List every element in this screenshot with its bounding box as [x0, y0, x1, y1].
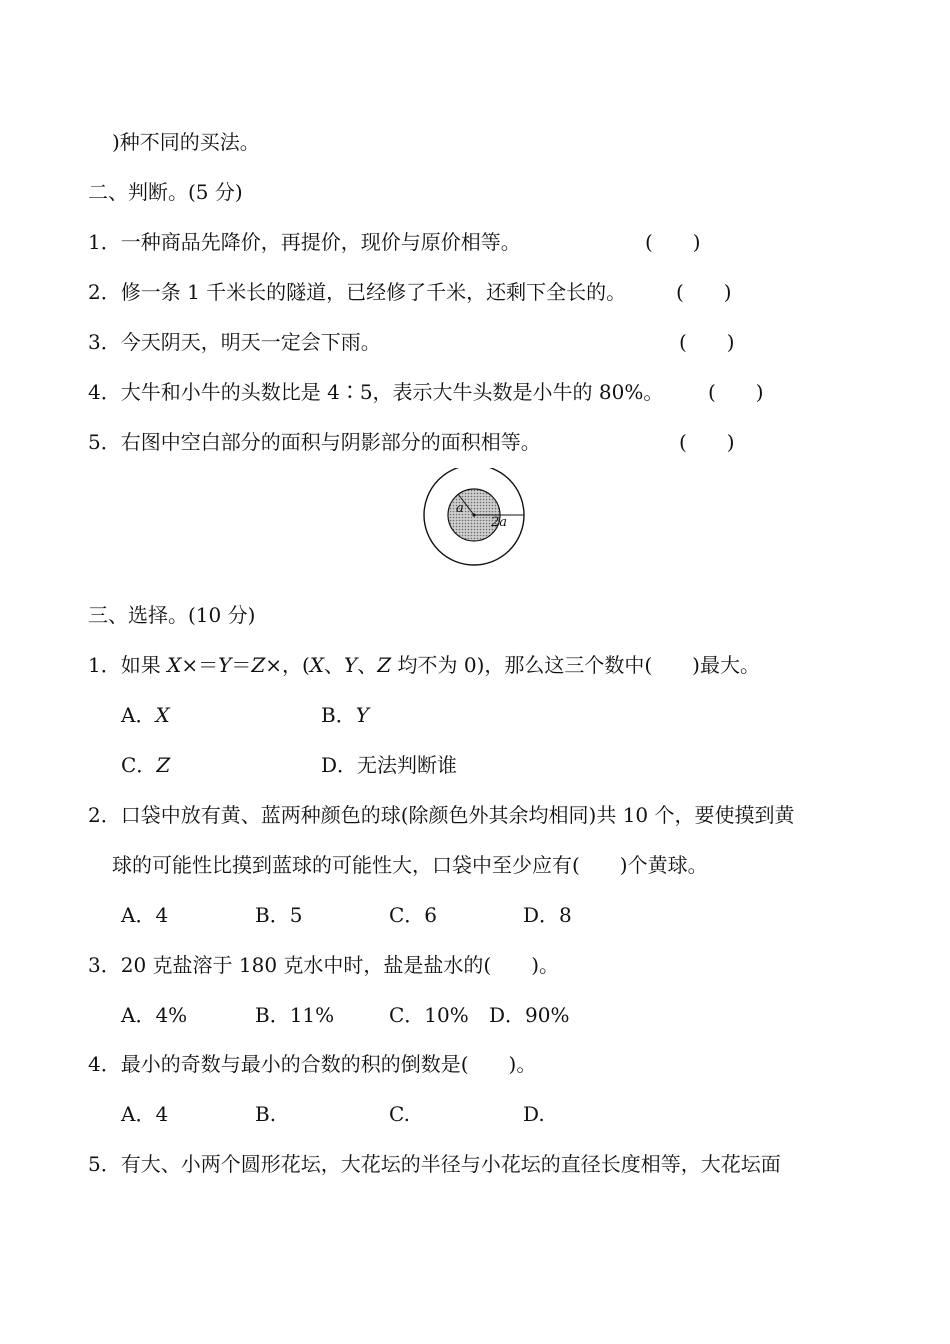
q3-option-a: A．4% [121, 1003, 188, 1027]
item-number: 3． [88, 953, 121, 977]
q3-option-d: D．90% [489, 1003, 570, 1027]
item-text: 大牛和小牛的头数比是 4∶5，表示大牛头数是小牛的 80%。 [120, 380, 664, 404]
item-number: 1． [88, 230, 121, 254]
q4-option-b: B. [255, 1102, 277, 1126]
q1-option-d: D．无法判断谁 [321, 753, 458, 777]
var-z: Z [251, 653, 266, 677]
item-text: 一种商品先降价，再提价，现价与原价相等。 [120, 230, 521, 254]
item-number: 5． [88, 430, 121, 454]
choice-q2-line1 [88, 801, 795, 829]
var-x: X [309, 653, 325, 677]
item-number: 4． [88, 1052, 121, 1076]
q5-text: 有大、小两个圆形花坛，大花坛的半径与小花坛的直径长度相等，大花坛面 [120, 1152, 781, 1176]
item-number: 1． [88, 653, 121, 677]
q1-option-b [321, 701, 369, 729]
inner-radius-label: a [456, 501, 464, 516]
q1-option-a [121, 701, 170, 729]
option-label: C． [121, 753, 157, 777]
option-label: A． [121, 703, 156, 727]
q1-option-c [121, 751, 170, 779]
concentric-circles-figure [422, 468, 530, 568]
choice-q3 [88, 951, 559, 979]
option-var: Y [355, 703, 369, 727]
judge-item-3 [88, 328, 381, 356]
judge-item-1 [88, 228, 521, 256]
q4-option-d: D. [523, 1102, 545, 1126]
item-text: 右图中空白部分的面积与阴影部分的面积相等。 [120, 430, 541, 454]
q4-option-c: C. [389, 1102, 410, 1126]
q4-option-a: A．4 [121, 1102, 169, 1126]
q1-text-part: ×，( [265, 653, 310, 677]
q2-text: 口袋中放有黄、蓝两种颜色的球(除颜色外其余均相同)共 10 个，要使摸到黄 [120, 803, 795, 827]
section2-title: 二、判断。(5 分) [88, 180, 243, 204]
q1-text-part: 均不为 0)，那么这三个数中( )最大。 [391, 653, 760, 677]
var-y: Y [344, 653, 358, 677]
q2-option-c: C．6 [389, 903, 438, 927]
judge-item-2 [88, 278, 626, 306]
var-y: Y [218, 653, 232, 677]
option-var: X [155, 703, 170, 727]
var-z: Z [377, 653, 392, 677]
answer-paren: ( ) [708, 380, 764, 404]
item-number: 3． [88, 330, 121, 354]
q4-text: 最小的奇数与最小的合数的积的倒数是( )。 [120, 1052, 537, 1076]
option-var: Z [156, 753, 171, 777]
choice-q1 [88, 651, 760, 679]
choice-q2-line2: 球的可能性比摸到蓝球的可能性大，口袋中至少应有( )个黄球。 [112, 853, 708, 877]
center-dot [472, 513, 475, 516]
q3-option-c: C．10% [389, 1003, 469, 1027]
item-number: 4． [88, 380, 121, 404]
answer-paren: ( ) [679, 330, 735, 354]
q1-text-part: 如果 [120, 653, 168, 677]
item-number: 2． [88, 803, 121, 827]
item-number: 5． [88, 1152, 121, 1176]
q1-text-part: 、 [357, 653, 378, 677]
q3-text: 20 克盐溶于 180 克水中时，盐是盐水的( )。 [120, 953, 560, 977]
item-text: 今天阴天，明天一定会下雨。 [120, 330, 381, 354]
outer-radius-label: 2a [491, 515, 508, 530]
q2-option-d: D．8 [523, 903, 572, 927]
q2-option-a: A．4 [121, 903, 169, 927]
item-text: 修一条 1 千米长的隧道，已经修了千米，还剩下全长的。 [120, 280, 627, 304]
q2-option-b: B．5 [255, 903, 303, 927]
choice-q4 [88, 1050, 536, 1078]
q1-text-part: 、 [324, 653, 345, 677]
continuation-text: )种不同的买法。 [112, 130, 260, 154]
choice-q5 [88, 1150, 781, 1178]
answer-paren: ( ) [645, 230, 701, 254]
answer-paren: ( ) [679, 430, 735, 454]
answer-paren: ( ) [676, 280, 732, 304]
section3-title: 三、选择。(10 分) [88, 603, 256, 627]
item-number: 2． [88, 280, 121, 304]
var-x: X [167, 653, 182, 677]
judge-item-4 [88, 378, 663, 406]
q3-option-b: B．11% [255, 1003, 335, 1027]
judge-item-5 [88, 428, 541, 456]
q1-text-part: ×＝ [181, 653, 219, 677]
q1-text-part: ＝ [231, 653, 252, 677]
option-label: B． [321, 703, 356, 727]
